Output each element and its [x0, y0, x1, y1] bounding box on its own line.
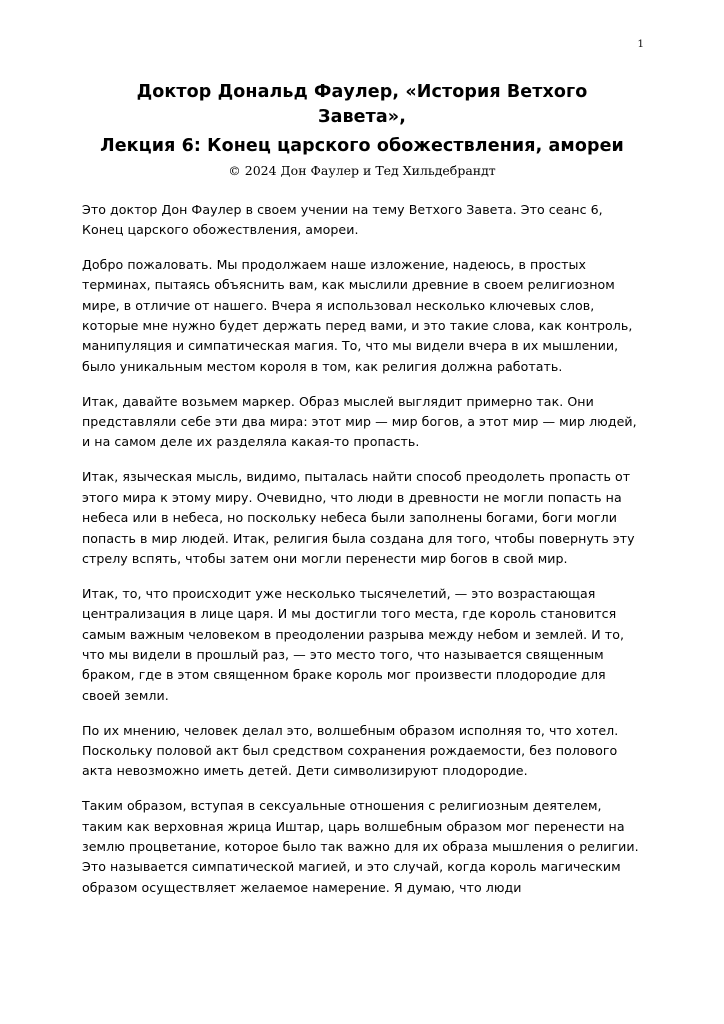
- title-block: [82, 80, 642, 178]
- lecture-subtitle: Лекция 6: Конец царского обожествления, амореи: [100, 135, 624, 156]
- paragraph: Добро пожаловать. Мы продолжаем наше изложение, надеюсь, в простых терминах, пытаясь объяснить вам, как мыслили древние в своем религиозном мире, в отличие от нашего. Вчера я использовал несколько ключевых слов, которые мне нужно будет держать перед вами, и это такие слова, как контроль, манипуляция и симпатическая магия. То, что мы видели вчера в их мышлении, было уникальным местом короля в том, как религия должна работать.: [82, 256, 633, 374]
- page-title: Доктор Дональд Фаулер, «История Ветхого Завета»,: [136, 82, 588, 127]
- copyright-line: © 2024 Дон Фаулер и Тед Хильдебрандт: [228, 162, 496, 178]
- page-number: 1: [637, 38, 644, 50]
- body-text: [82, 200, 642, 899]
- paragraph: Итак, то, что происходит уже несколько тысячелетий, — это возрастающая централизация в лице царя. И мы достигли того места, где король становится самым важным человеком в преодолении разрыва между небом и землей. И то, что мы видели в прошлый раз, — это место того, что называется священным браком, где в этом священном браке король мог произвести плодородие для своей земли.: [82, 585, 625, 703]
- paragraph: По их мнению, человек делал это, волшебным образом исполняя то, что хотел. Поскольку половой акт был средством сохранения рождаемости, без полового акта невозможно иметь детей. Дети символизируют плодородие.: [82, 722, 619, 779]
- paragraph: Итак, давайте возьмем маркер. Образ мыслей выглядит примерно так. Они представляли себе эти два мира: этот мир — мир богов, а этот мир — мир людей, и на самом деле их разделяла какая-то пропасть.: [82, 393, 637, 450]
- paragraph: Таким образом, вступая в сексуальные отношения с религиозным деятелем, таким как верховная жрица Иштар, царь волшебным образом мог перенести на землю процветание, которое было так важно для их образа мышления о религии. Это называется симпатической магией, и это случай, когда король магическим образом осуществляет желаемое намерение. Я думаю, что люди: [82, 798, 639, 895]
- paragraph: Итак, языческая мысль, видимо, пыталась найти способ преодолеть пропасть от этого мира к этому миру. Очевидно, что люди в древности не могли попасть на небеса или в небеса, но поскольку небеса были заполнены богами, боги могли попасть в мир людей. Итак, религия была создана для того, чтобы повернуть эту стрелу вспять, чтобы затем они могли перенести мир богов в свой мир.: [82, 469, 635, 566]
- paragraph: Это доктор Дон Фаулер в своем учении на тему Ветхого Завета. Это сеанс 6, Конец царского обожествления, амореи.: [82, 201, 603, 237]
